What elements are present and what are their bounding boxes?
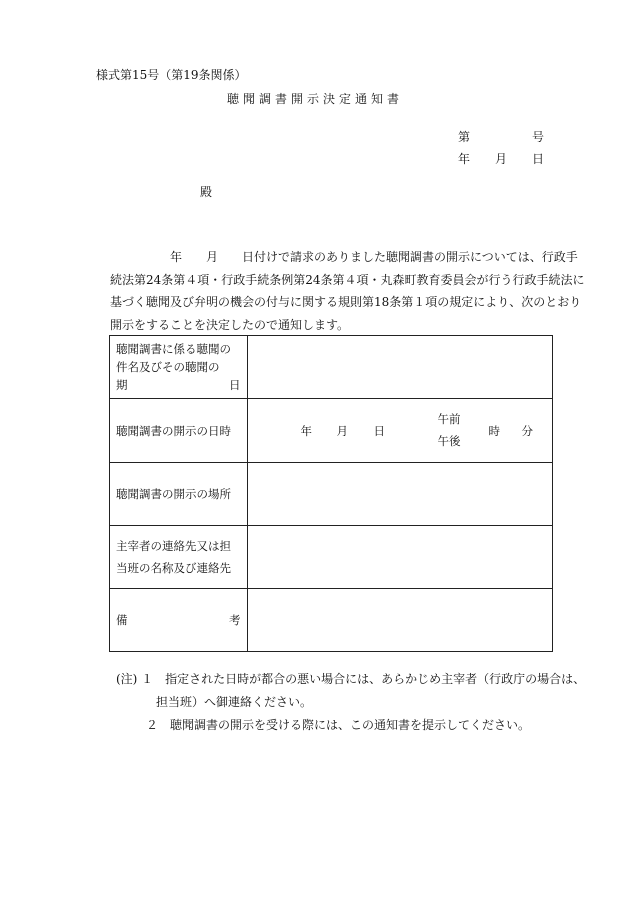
body-line-1 (110, 246, 578, 269)
table-row-remarks (110, 589, 553, 652)
datetime-hour: 時 (488, 424, 500, 438)
datetime-day: 日 (373, 424, 385, 438)
body-year: 年 (170, 250, 183, 264)
body-line-1-text: 日付けで請求のありました聴聞調書の開示については、行政手 (242, 250, 578, 264)
datetime-month: 月 (336, 424, 348, 438)
datetime-pm: 午後 (437, 434, 461, 448)
document-title: 聴聞調書開示決定通知書 (226, 92, 403, 106)
body-month: 月 (206, 250, 219, 264)
disclosure-details-table (109, 335, 553, 652)
remarks-field[interactable] (247, 589, 553, 652)
note-1-line-1: (注) １ 指定された日時が都合の悪い場合には、あらかじめ主宰者（行政庁の場合は、 (116, 672, 586, 686)
contact-label: 主宰者の連絡先又は担 当班の名称及び連絡先 (110, 526, 248, 589)
table-row-disclosure-datetime (110, 399, 553, 463)
date-year: 年 (458, 152, 471, 166)
datetime-year: 年 (300, 424, 312, 438)
body-line-4: 開示をすることを決定したので通知します。 (110, 317, 350, 332)
note-1-line-2: 担当班）へ御連絡ください。 (156, 695, 313, 709)
note-2: ２ 聴聞調書の開示を受ける際には、この通知書を提示してください。 (146, 718, 531, 732)
contact-field[interactable] (247, 526, 553, 589)
hearing-subject-field[interactable] (247, 336, 553, 399)
table-row-disclosure-place (110, 463, 553, 526)
form-number: 様式第15号（第19条関係） (96, 68, 247, 82)
notes (116, 668, 586, 737)
document-number-line (458, 128, 548, 144)
issue-date-line (458, 150, 548, 166)
disclosure-place-field[interactable] (247, 463, 553, 526)
date-month: 月 (495, 152, 508, 166)
disclosure-datetime-label: 聴聞調書の開示の日時 (110, 399, 248, 463)
disclosure-datetime-field[interactable] (247, 399, 553, 463)
disclosure-place-label: 聴聞調書の開示の場所 (110, 463, 248, 526)
datetime-am: 午前 (437, 412, 461, 426)
table-row-hearing-subject (110, 336, 553, 399)
hearing-subject-label: 聴聞調書に係る聴聞の 件名及びその聴聞の 期 日 (110, 336, 248, 399)
number-prefix: 第 (458, 130, 471, 144)
body-line-3: 基づく聴聞及び弁明の機会の付与に関する規則第18条第１項の規定により、次のとおり (110, 295, 582, 309)
number-suffix: 号 (532, 130, 545, 144)
date-day: 日 (532, 152, 545, 166)
datetime-minute: 分 (521, 424, 533, 438)
body-paragraph (110, 246, 585, 336)
table-row-contact (110, 526, 553, 589)
addressee-suffix: 殿 (200, 185, 213, 199)
remarks-label: 備 考 (110, 589, 248, 652)
body-line-2: 続法第24条第４項・行政手続条例第24条第４項・丸森町教育委員会が行う行政手続法に (110, 272, 585, 287)
